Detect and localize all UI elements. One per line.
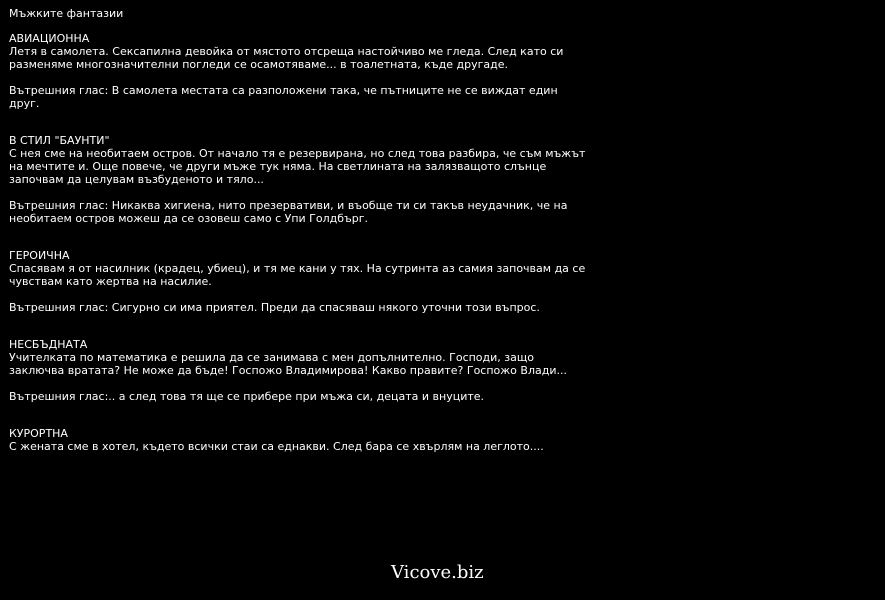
section-heading: АВИАЦИОННА [9,32,90,45]
section-heading: НЕСБЪДНАТА [9,338,88,351]
section-heading: КУРОРТНА [9,427,68,440]
section-resort [9,427,589,453]
section-text: Летя в самолета. Сексапилна девойка от мястото отсреща настойчиво ме гледа. След като си разменяме многозначителни погледи се осамотяваме... в тоалетната, къде другаде. [9,45,564,71]
section-text: Спасявам я от насилник (крадец, убиец), и тя ме кани у тях. На сутринта аз самия започвам да се чувствам като жертва на насилие. [9,262,586,288]
inner-voice-text: Вътрешния глас: Сигурно си има приятел. Преди да спасяваш някого уточни този въпрос. [9,301,540,314]
page-title: Мъжките фантазии [9,7,124,20]
section-aviation [9,32,589,110]
section-bounty [9,134,589,225]
section-heading: В СТИЛ "БАУНТИ" [9,134,110,147]
section-text: С нея сме на необитаем остров. От начало тя е резервирана, но след това разбира, че съм мъжът на мечтите и. Още повече, че други мъже тук няма. На светлината на залязващото слънце започвам да целувам възбуденото и тяло... [9,147,586,186]
site-footer-link[interactable]: Vicove.biz [391,562,484,583]
article [9,7,589,453]
section-unfulfilled [9,338,589,403]
inner-voice-text: Вътрешния глас: В самолета местата са разположени така, че пътниците не се виждат един друг. [9,84,558,110]
section-text: С жената сме в хотел, където всички стаи са еднакви. След бара се хвърлям на леглото.... [9,440,544,453]
section-heroic [9,249,589,314]
section-heading: ГЕРОИЧНА [9,249,70,262]
section-text: Учителката по математика е решила да се занимава с мен допълнително. Господи, защо заключва вратата? Не може да бъде! Госпожо Владимирова! Какво правите? Госпожо Влади... [9,351,567,377]
inner-voice-text: Вътрешния глас:.. а след това тя ще се прибере при мъжа си, децата и внуците. [9,390,485,403]
inner-voice-text: Вътрешния глас: Никаква хигиена, нито презервативи, и въобще ти си такъв неудачник, че на необитаем остров можеш да се озовеш само с Упи Голдбърг. [9,199,568,225]
